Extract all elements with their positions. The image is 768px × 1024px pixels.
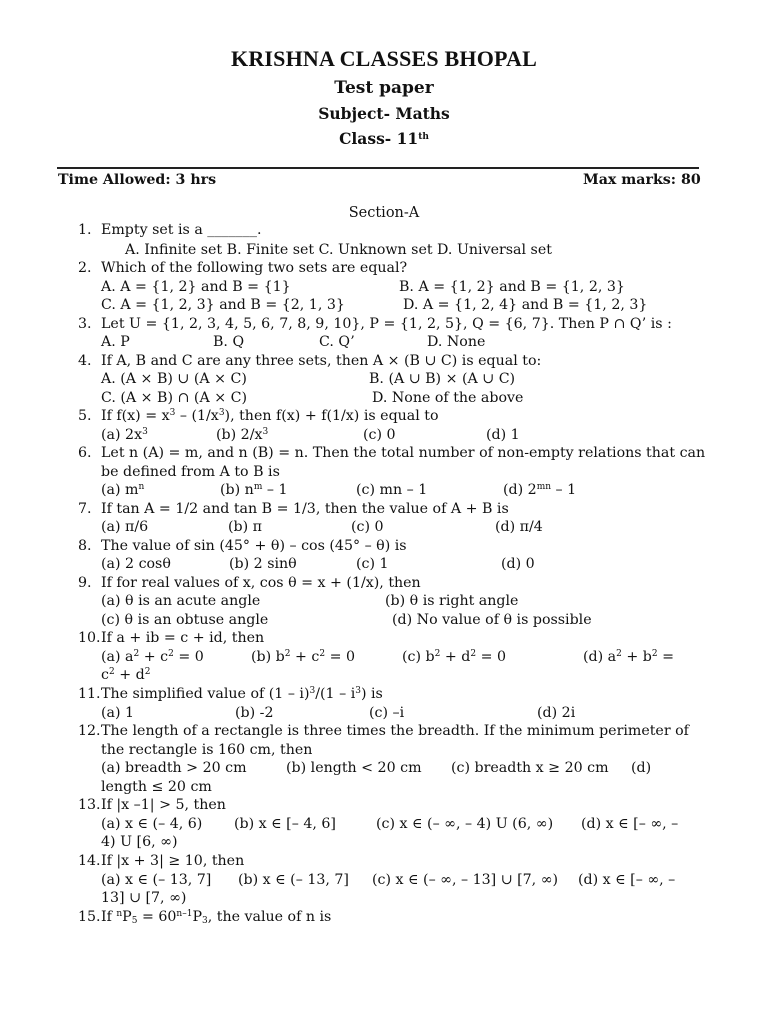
option-d-cont: 4) U [6, ∞) (101, 834, 178, 850)
option-d: (d) $2^{mn} - 1$ (503, 482, 577, 498)
question-number: 5. (78, 408, 92, 424)
question-text: If a + ib = c + id, then (101, 630, 265, 646)
question-number: 6. (78, 445, 92, 461)
option-c: (c) –i (369, 705, 405, 721)
question-text: If |x + 3| ≥ 10, then (101, 853, 245, 869)
option-b: B. A = {1, 2} and B = {1, 2, 3} (399, 279, 625, 295)
option-b: (b) x ∈ [– 4, 6] (234, 816, 336, 832)
option-b: (b) 2 sinθ (229, 556, 297, 572)
question-number: 12. (78, 723, 101, 739)
option-d: (d) 1 (486, 427, 520, 443)
question-text-cont: be defined from A to B is (101, 464, 280, 480)
question-text: The value of sin (45° + θ) – cos (45° – θ) is (101, 538, 407, 554)
option-d-cont: 13] ∪ [7, ∞) (101, 890, 187, 906)
option-b: (b) length < 20 cm (286, 760, 422, 776)
option-d: (d) x ∈ [– ∞, – (578, 872, 676, 888)
question-text: If $f(x) = x^3 - (1/x^3)$, then f(x) + f(1/x) is equal to (101, 408, 439, 424)
option-b: (b) θ is right angle (385, 593, 519, 609)
option-c: (c) 0 (363, 427, 396, 443)
option-b: (b) $n^m - 1$ (220, 482, 288, 498)
question-number: 11. (78, 686, 101, 702)
option-c: C. (A × B) ∩ (A × C) (101, 390, 248, 406)
option-c: (c) 0 (351, 519, 384, 535)
option-b: (b) $2/x^3$ (216, 427, 269, 443)
question-text: If $^nP_5 = 60^{n-1}P_3$, the value of n is (101, 909, 332, 926)
question-text: The simplified value of $(1 - i)^3/(1 - i^3)$ is (101, 686, 383, 702)
option-d: (d) 2i (537, 705, 576, 721)
option-d: (d) 0 (501, 556, 535, 572)
institute-title: KRISHNA CLASSES BHOPAL (231, 46, 537, 71)
option-d: (d) $a^2 + b^2$ = (583, 649, 674, 665)
option-a: (a) breadth > 20 cm (101, 760, 247, 776)
question-text: The length of a rectangle is three times the breadth. If the minimum perimeter of (101, 723, 689, 739)
option-b: (b) -2 (235, 705, 274, 721)
option-a: A. A = {1, 2} and B = {1} (101, 279, 291, 295)
question-number: 2. (78, 260, 92, 276)
question-text: Empty set is a _______. (101, 222, 262, 238)
option-a: (a) π/6 (101, 519, 149, 535)
question-text: Let U = {1, 2, 3, 4, 5, 6, 7, 8, 9, 10}, P = {1, 2, 5}, Q = {6, 7}. Then P ∩ Q’ is : (101, 316, 672, 332)
question-text: Which of the following two sets are equal? (101, 260, 408, 276)
question-number: 8. (78, 538, 92, 554)
question-number: 3. (78, 316, 92, 332)
option-d-cont: $c^2 + d^2$ (101, 667, 151, 683)
option-a: (a) x ∈ (– 13, 7] (101, 872, 212, 888)
subject-heading: Subject- Maths (318, 104, 450, 123)
option-c: C. Q’ (319, 334, 355, 350)
option-c: C. A = {1, 2, 3} and B = {2, 1, 3} (101, 297, 345, 313)
option-a: A. P (101, 334, 130, 350)
option-c: (c) 1 (356, 556, 389, 572)
question-number: 9. (78, 575, 92, 591)
option-a: (a) 1 (101, 705, 135, 721)
option-d: (d) (631, 760, 652, 776)
option-b: (b) $b^2 + c^2 = 0$ (251, 649, 356, 665)
option-a: (a) $a^2 + c^2 = 0$ (101, 649, 204, 665)
question-options: A. Infinite set B. Finite set C. Unknown set D. Universal set (125, 242, 552, 258)
option-a: (a) $2x^3$ (101, 427, 148, 443)
option-d: (d) x ∈ [– ∞, – (581, 816, 679, 832)
question-number: 13. (78, 797, 101, 813)
option-a: (a) x ∈ (– 4, 6) (101, 816, 203, 832)
time-allowed: Time Allowed: 3 hrs (58, 172, 217, 188)
option-b: B. (A ∪ B) × (A ∪ C) (369, 371, 516, 387)
option-d: D. None (427, 334, 486, 350)
question-text: Let n (A) = m, and n (B) = n. Then the total number of non-empty relations that can (101, 445, 706, 461)
question-text-cont: the rectangle is 160 cm, then (101, 742, 313, 758)
question-text: If |x –1| > 5, then (101, 797, 226, 813)
option-a: (a) 2 cosθ (101, 556, 171, 572)
question-number: 10. (78, 630, 101, 646)
option-d: D. A = {1, 2, 4} and B = {1, 2, 3} (403, 297, 648, 313)
max-marks: Max marks: 80 (583, 172, 701, 188)
question-text: If A, B and C are any three sets, then A × (B ∪ C) is equal to: (101, 353, 542, 369)
header-divider (57, 167, 699, 169)
option-b: B. Q (213, 334, 245, 350)
option-a: (a) θ is an acute angle (101, 593, 261, 609)
paper-title: Test paper (334, 78, 434, 98)
option-a: A. (A × B) ∪ (A × C) (101, 371, 247, 387)
question-text: If for real values of x, cos θ = x + (1/x), then (101, 575, 421, 591)
option-c: (c) x ∈ (– ∞, – 13] ∪ [7, ∞) (372, 872, 559, 888)
option-c: (c) $b^2 + d^2 = 0$ (402, 649, 507, 665)
option-c: (c) mn – 1 (356, 482, 428, 498)
option-a: (a) $m^n$ (101, 482, 145, 498)
section-heading: Section-A (348, 205, 420, 221)
option-c: (c) x ∈ (– ∞, – 4) U (6, ∞) (376, 816, 554, 832)
question-text: If tan A = 1/2 and tan B = 1/3, then the value of A + B is (101, 501, 509, 517)
question-number: 1. (78, 222, 92, 238)
question-number: 15. (78, 909, 101, 925)
question-number: 7. (78, 501, 92, 517)
option-b: (b) π (228, 519, 262, 535)
question-number: 14. (78, 853, 101, 869)
option-c: (c) θ is an obtuse angle (101, 612, 269, 628)
option-d: (d) π/4 (495, 519, 543, 535)
option-d-cont: length ≤ 20 cm (101, 779, 212, 795)
class-heading: Class- 11th (339, 129, 429, 148)
option-d: D. None of the above (372, 390, 524, 406)
option-c: (c) breadth x ≥ 20 cm (451, 760, 609, 776)
option-b: (b) x ∈ (– 13, 7] (238, 872, 349, 888)
option-d: (d) No value of θ is possible (392, 612, 592, 628)
question-number: 4. (78, 353, 92, 369)
